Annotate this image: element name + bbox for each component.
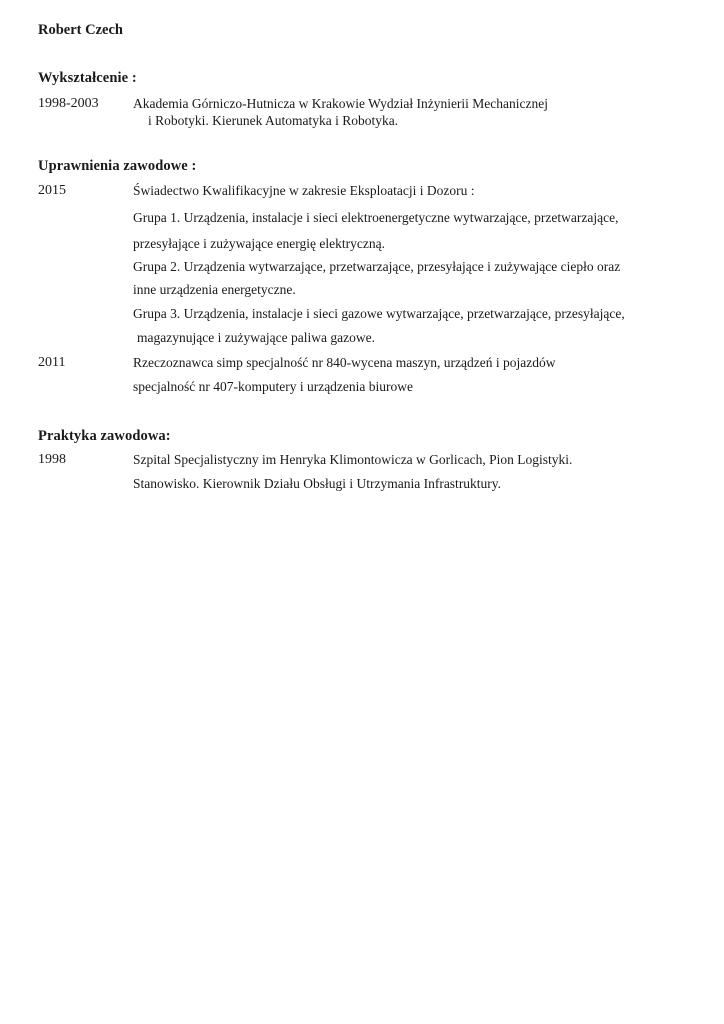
practice-line: Szpital Specjalistyczny im Henryka Klimontowicza w Gorlicach, Pion Logistyki. (133, 452, 573, 467)
qualification-year: 2015 (38, 183, 66, 198)
qualification-line: inne urządzenia energetyczne. (133, 282, 296, 297)
qualification-year: 2011 (38, 355, 66, 370)
education-heading: Wykształcenie : (38, 70, 137, 86)
qualification-line: Grupa 3. Urządzenia, instalacje i sieci gazowe wytwarzające, przetwarzające, przesyłające, (133, 306, 625, 321)
education-years: 1998-2003 (38, 96, 99, 111)
qualification-line: specjalność nr 407-komputery i urządzenia biurowe (133, 379, 414, 394)
education-line: i Robotyki. Kierunek Automatyka i Robotyka. (148, 113, 399, 128)
qualification-line: przesyłające i zużywające energię elektryczną. (133, 236, 385, 251)
person-name: Robert Czech (38, 22, 123, 38)
qualification-line: Grupa 2. Urządzenia wytwarzające, przetwarzające, przesyłające i zużywające ciepło oraz (133, 259, 621, 274)
qualification-line: Świadectwo Kwalifikacyjne w zakresie Eksploatacji i Dozoru : (133, 183, 475, 198)
practice-year: 1998 (38, 452, 66, 467)
qualification-line: Rzeczoznawca simp specjalność nr 840-wycena maszyn, urządzeń i pojazdów (133, 355, 556, 370)
practice-line: Stanowisko. Kierownik Działu Obsługi i Utrzymania Infrastruktury. (133, 476, 502, 491)
qualifications-heading: Uprawnienia zawodowe : (38, 158, 197, 174)
qualification-line: magazynujące i zużywające paliwa gazowe. (137, 330, 375, 345)
practice-heading: Praktyka zawodowa: (38, 428, 171, 444)
qualification-line: Grupa 1. Urządzenia, instalacje i sieci elektroenergetyczne wytwarzające, przetwarzające, (133, 210, 619, 225)
education-line: Akademia Górniczo-Hutnicza w Krakowie Wydział Inżynierii Mechanicznej (133, 96, 549, 111)
